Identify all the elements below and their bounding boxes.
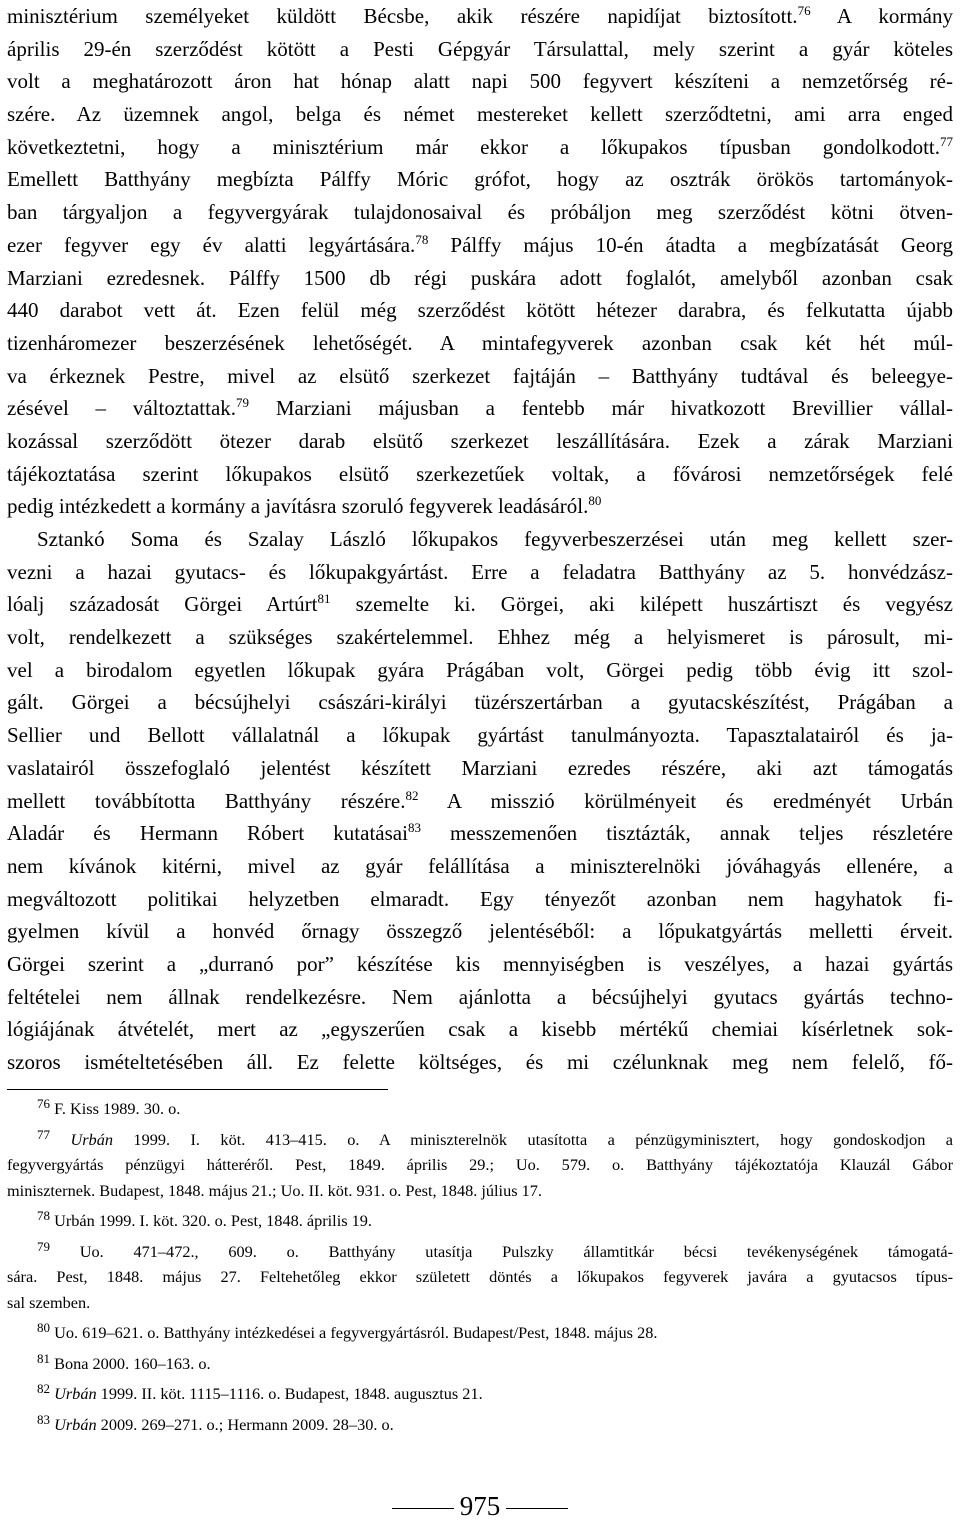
footnote-number-sup: 79 xyxy=(37,1238,50,1254)
footnote-76 xyxy=(7,1096,953,1122)
text-line xyxy=(7,785,953,818)
text-run: 440 darabot vett át. Ezen felül még szerződést kötött hétezer darabra, és felkutatta újabb xyxy=(7,298,953,323)
text-run: gált. Görgei a bécsújhelyi császári-királyi tüzérszertárban a gyutacskészítést, Prágában a xyxy=(7,690,953,715)
text-run: volt a meghatározott áron hat hónap alatt napi 500 fegyvert készíteni a nemzetőrség ré- xyxy=(7,69,953,94)
text-line xyxy=(7,262,953,295)
footnote-ref: 77 xyxy=(940,133,953,149)
text-line xyxy=(7,915,953,948)
text-run: gyelmen kívül a honvéd őrnagy összegző jelentéséből: a lőpukatgyártás melletti érveit. xyxy=(7,919,953,944)
italic-text: Urbán xyxy=(70,1129,113,1149)
text-line xyxy=(7,294,953,327)
footnote-number-sup: 80 xyxy=(37,1320,50,1335)
footnote-line xyxy=(7,1152,953,1178)
footnote-ref: 78 xyxy=(415,231,429,247)
footnote-80 xyxy=(7,1320,953,1346)
text-run: lógiájának átvételét, mert az „egyszerűen csak a kisebb mértékű chemiai kísérletnek sok- xyxy=(7,1017,953,1042)
page-number-value: 975 xyxy=(459,1491,501,1521)
text-run: 1999. II. köt. 1115–1116. o. Budapest, 1848. augusztus 21. xyxy=(96,1384,483,1403)
text-run: miniszternek. Budapest, 1848. május 21.; Uo. II. köt. 931. o. Pest, 1848. július 17. xyxy=(7,1180,542,1200)
text-line xyxy=(7,392,953,425)
footnote-number-sup: 83 xyxy=(37,1411,50,1427)
text-run: következtetni, hogy a minisztérium már ekkor a lőkupakos típusban gondolkodott. xyxy=(7,134,940,159)
text-line xyxy=(7,556,953,589)
text-run: Urbán 1999. I. köt. 320. o. Pest, 1848. április 19. xyxy=(54,1211,372,1230)
text-run: feltételei nem állnak rendelkezésre. Nem ajánlotta a bécsújhelyi gyutacs gyártás techno- xyxy=(7,984,953,1009)
text-line xyxy=(7,719,953,752)
text-run: A kormány xyxy=(810,4,953,28)
footnote-line xyxy=(7,1290,953,1316)
footnote-79 xyxy=(7,1239,953,1316)
text-run: Sellier und Bellott vállalatnál a lőkupak gyártást tanulmányozta. Tapasztalatairól és ja- xyxy=(7,723,953,748)
page-number xyxy=(0,1490,960,1522)
footnote-line xyxy=(7,1178,953,1204)
footnote-81 xyxy=(7,1351,953,1377)
footnote-number xyxy=(7,1381,50,1403)
text-run: Bona 2000. 160–163. o. xyxy=(54,1353,211,1373)
footnote-number-sup: 82 xyxy=(37,1381,50,1396)
text-run: fegyvergyártás pénzügyi hátteréről. Pest, 1849. április 29.; Uo. 579. o. Batthyány tájékoztatója Klauzál Gábor xyxy=(7,1155,953,1174)
text-run: Aladár és Hermann Róbert kutatásai xyxy=(7,821,408,846)
folio-dash-left xyxy=(392,1508,454,1509)
text-run: sal szemben. xyxy=(7,1292,91,1312)
text-run: F. Kiss 1989. 30. o. xyxy=(54,1099,181,1118)
footnote-line xyxy=(7,1264,953,1290)
text-line xyxy=(7,981,953,1014)
text-line xyxy=(7,752,953,785)
text-line xyxy=(7,1013,953,1046)
footnote-83 xyxy=(7,1412,953,1438)
text-line xyxy=(7,163,953,196)
footnote-number xyxy=(7,1238,50,1261)
text-run: volt, rendelkezett a szükséges szakértelemmel. Ehhez még a helyismeret is párosult, mi- xyxy=(7,625,953,650)
footnote-number xyxy=(7,1411,50,1434)
footnote-number-sup: 77 xyxy=(37,1126,50,1142)
text-line xyxy=(7,131,953,164)
text-line xyxy=(7,425,953,458)
footnote-number xyxy=(7,1126,50,1149)
italic-text: Urbán xyxy=(54,1384,97,1403)
text-line xyxy=(7,817,953,850)
footnote-separator xyxy=(7,1089,388,1090)
italic-text: Urbán xyxy=(54,1414,97,1434)
text-run: mellett továbbította Batthyány részére. xyxy=(7,788,406,813)
text-run: ezer fegyver egy év alatti legyártására. xyxy=(7,232,416,257)
text-line xyxy=(7,621,953,654)
text-run: vaslatairól összefoglaló jelentést készített Marziani ezredes részére, aki azt támogatás xyxy=(7,755,953,780)
text-run: tizenháromezer beszerzésének lehetőségét. A mintafegyverek azonban csak két hét múl- xyxy=(7,330,953,355)
text-run: Uo. 619–621. o. Batthyány intézkedései a fegyvergyártásról. Budapest/Pest, 1848. május 28. xyxy=(54,1323,658,1342)
text-line xyxy=(7,1046,953,1079)
text-run: zésével – változtattak. xyxy=(7,396,237,421)
footnote-77 xyxy=(7,1127,953,1204)
footnotes xyxy=(7,1096,953,1437)
text-line xyxy=(7,98,953,131)
text-line xyxy=(7,654,953,687)
footnote-ref: 83 xyxy=(407,820,421,836)
footnote-number-sup: 76 xyxy=(37,1096,50,1111)
text-run: szoros ismételtetésében áll. Ez felette költséges, és mi czélunknak meg nem felelő, fő- xyxy=(7,1050,953,1074)
text-run: Pálffy május 10-én átadta a megbízatását Georg xyxy=(428,232,953,257)
text-run: Marziani májusban a fentebb már hivatkozott Brevillier vállal- xyxy=(249,396,953,421)
text-run: kozással szerződött ötezer darab elsütő szerkezet leszállítására. Ezek a zárak Marziani xyxy=(7,428,953,453)
footnote-ref: 80 xyxy=(588,493,602,509)
folio-dash-right xyxy=(506,1508,568,1509)
text-run: Sztankó Soma és Szalay László lőkupakos fegyverbeszerzései után meg kellett szer- xyxy=(37,527,953,551)
footnote-78 xyxy=(7,1208,953,1234)
footnote-ref: 76 xyxy=(797,3,811,18)
text-run: pedig intézkedett a kormány a javításra szoruló fegyverek leadásáról. xyxy=(7,494,589,519)
text-run: 2009. 269–271. o.; Hermann 2009. 28–30. o. xyxy=(96,1414,394,1434)
footnote-line xyxy=(7,1351,953,1377)
text-run: megváltozott politikai helyzetben elmaradt. Egy tényezőt azonban nem hagyhatok fi- xyxy=(7,886,953,911)
text-run: 1999. I. köt. 413–415. o. A miniszterelnök utasította a pénzügyminisztert, hogy gondoskodjon a xyxy=(112,1129,953,1149)
text-run: nem kívánok kitérni, mivel az gyár felállítása a miniszterelnöki jóváhagyás ellenére, a xyxy=(7,853,953,878)
text-line xyxy=(7,588,953,621)
text-run: szére. Az üzemnek angol, belga és német mestereket kellett szerződtetni, ami arra enged xyxy=(7,102,953,127)
footnote-ref: 81 xyxy=(317,591,331,607)
footnote-number xyxy=(7,1320,50,1342)
footnote-line xyxy=(7,1320,953,1346)
text-run: ban tárgyaljon a fegyvergyárak tulajdonosaival és próbáljon meg szerződést kötni ötven- xyxy=(7,200,953,225)
footnote-line xyxy=(7,1381,953,1407)
text-run: Marziani ezredesnek. Pálffy 1500 db régi puskára adott foglalót, amelyből azonban csak xyxy=(7,265,953,290)
text-run: Görgei szerint a „durranó por” készítése kis mennyiségben is veszélyes, a hazai gyártás xyxy=(7,951,953,976)
footnote-82 xyxy=(7,1381,953,1407)
footnote-number-sup: 81 xyxy=(37,1350,50,1366)
text-line xyxy=(7,883,953,916)
text-line xyxy=(7,523,953,556)
text-line xyxy=(7,458,953,491)
footnote-line xyxy=(7,1127,953,1153)
text-line xyxy=(7,360,953,393)
text-line xyxy=(7,33,953,66)
text-line xyxy=(7,948,953,981)
footnote-line xyxy=(7,1412,953,1438)
text-run: messzemenően tisztázták, annak teljes részletére xyxy=(420,821,953,846)
text-run: sára. Pest, 1848. május 27. Feltehetőleg ekkor született döntés a lőkupakos fegyverek javára a gyutacsos típus- xyxy=(7,1267,953,1286)
text-line xyxy=(7,490,953,523)
footnote-ref: 82 xyxy=(405,787,419,803)
footnote-line xyxy=(7,1208,953,1234)
footnote-line xyxy=(7,1239,953,1265)
text-run: vel a birodalom egyetlen lőkupak gyára Prágában volt, Görgei pedig több évig itt szol- xyxy=(7,657,953,682)
text-run: lóalj századosát Görgei Artúrt xyxy=(7,592,318,617)
text-line xyxy=(7,327,953,360)
text-run: szemelte ki. Görgei, aki kilépett huszártiszt és vegyész xyxy=(330,592,953,617)
footnote-number xyxy=(7,1350,50,1373)
text-line xyxy=(7,850,953,883)
text-line xyxy=(7,0,953,33)
text-run: va érkeznek Pestre, mivel az elsütő szerkezet fajtáján – Batthyány tudtával és beleegye- xyxy=(7,363,953,388)
text-line xyxy=(7,686,953,719)
text-run: Uo. 471–472., 609. o. Batthyány utasítja Pulszky államtitkár bécsi tevékenységének támogatá- xyxy=(79,1241,953,1261)
text-run: minisztérium személyeket küldött Bécsbe, akik részére napidíjat biztosított. xyxy=(7,4,798,28)
text-line xyxy=(7,196,953,229)
text-run: Emellett Batthyány megbízta Pálffy Móric grófot, hogy az osztrák örökös tartományok- xyxy=(7,167,953,192)
text-run: április 29-én szerződést kötött a Pesti Gépgyár Társulattal, mely szerint a gyár köteles xyxy=(7,36,953,61)
text-run: tájékoztatása szerint lőkupakos elsütő szerkezetűek voltak, a fővárosi nemzetőrségek felé xyxy=(7,461,953,486)
text-run: A misszió körülményeit és eredményét Urbán xyxy=(418,788,953,813)
footnote-line xyxy=(7,1096,953,1122)
footnote-number xyxy=(7,1208,50,1230)
text-line xyxy=(7,65,953,98)
footnote-ref: 79 xyxy=(236,395,250,411)
main-text xyxy=(7,0,953,1079)
footnote-number xyxy=(7,1096,50,1118)
text-line xyxy=(7,229,953,262)
text-run: vezni a hazai gyutacs- és lőkupakgyártást. Erre a feladatra Batthyány az 5. honvédzász- xyxy=(7,559,953,584)
footnote-number-sup: 78 xyxy=(37,1208,50,1223)
